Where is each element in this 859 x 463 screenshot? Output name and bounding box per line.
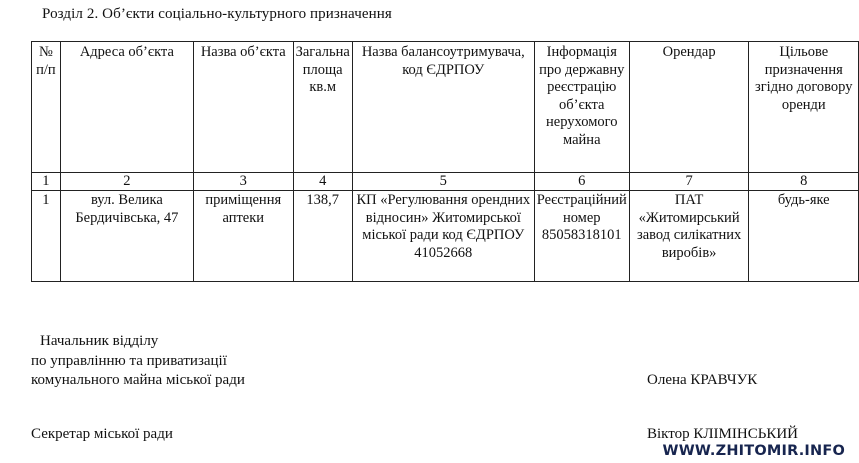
section-title: Розділ 2. Об’єкти соціально-культурного призначення xyxy=(42,6,392,22)
column-number: 6 xyxy=(534,173,629,191)
table-row xyxy=(32,191,859,282)
column-number: 3 xyxy=(193,173,293,191)
head-signatory-name: Олена КРАВЧУК xyxy=(647,372,758,388)
cell-object-name: приміщення аптеки xyxy=(193,191,293,282)
cell-balance-holder: КП «Регулювання орендних відносин» Житомирської міської ради код ЄДРПОУ 41052668 xyxy=(352,191,534,282)
cell-address: вул. Велика Бердичівська, 47 xyxy=(60,191,193,282)
cell-number: 1 xyxy=(32,191,61,282)
header-cell-number: № п/п xyxy=(32,42,61,173)
cell-tenant: ПАТ «Житомирський завод силікатних виробів» xyxy=(629,191,749,282)
column-number: 7 xyxy=(629,173,749,191)
cell-purpose: будь-яке xyxy=(749,191,859,282)
header-cell-address: Адреса об’єкта xyxy=(60,42,193,173)
column-numbers-row xyxy=(32,173,859,191)
secretary-name: Віктор КЛІМІНСЬКИЙ xyxy=(647,426,798,442)
head-position-line-2: по управлінню та приватизації xyxy=(31,353,227,369)
cell-registration: Реєстраційний номер 85058318101 xyxy=(534,191,629,282)
head-position-line-1: Начальник відділу xyxy=(40,333,159,349)
header-cell-registration: Інформація про державну реєстрацію об’єкта нерухомого майна xyxy=(534,42,629,173)
column-number: 2 xyxy=(60,173,193,191)
column-number: 5 xyxy=(352,173,534,191)
head-position-line-3: комунального майна міської ради xyxy=(31,372,245,388)
header-cell-area: Загальна площа кв.м xyxy=(293,42,352,173)
secretary-position: Секретар міської ради xyxy=(31,426,173,442)
objects-table xyxy=(31,41,859,282)
header-cell-balance-holder: Назва балансоутримувача, код ЄДРПОУ xyxy=(352,42,534,173)
column-number: 4 xyxy=(293,173,352,191)
column-number: 8 xyxy=(749,173,859,191)
column-number: 1 xyxy=(32,173,61,191)
cell-area: 138,7 xyxy=(293,191,352,282)
header-cell-tenant: Орендар xyxy=(629,42,749,173)
table-header-row xyxy=(32,42,859,173)
header-cell-object-name: Назва об’єкта xyxy=(193,42,293,173)
header-cell-purpose: Цільове призначення згідно договору оренди xyxy=(749,42,859,173)
site-watermark: WWW.ZHITOMIR.INFO xyxy=(662,443,845,459)
